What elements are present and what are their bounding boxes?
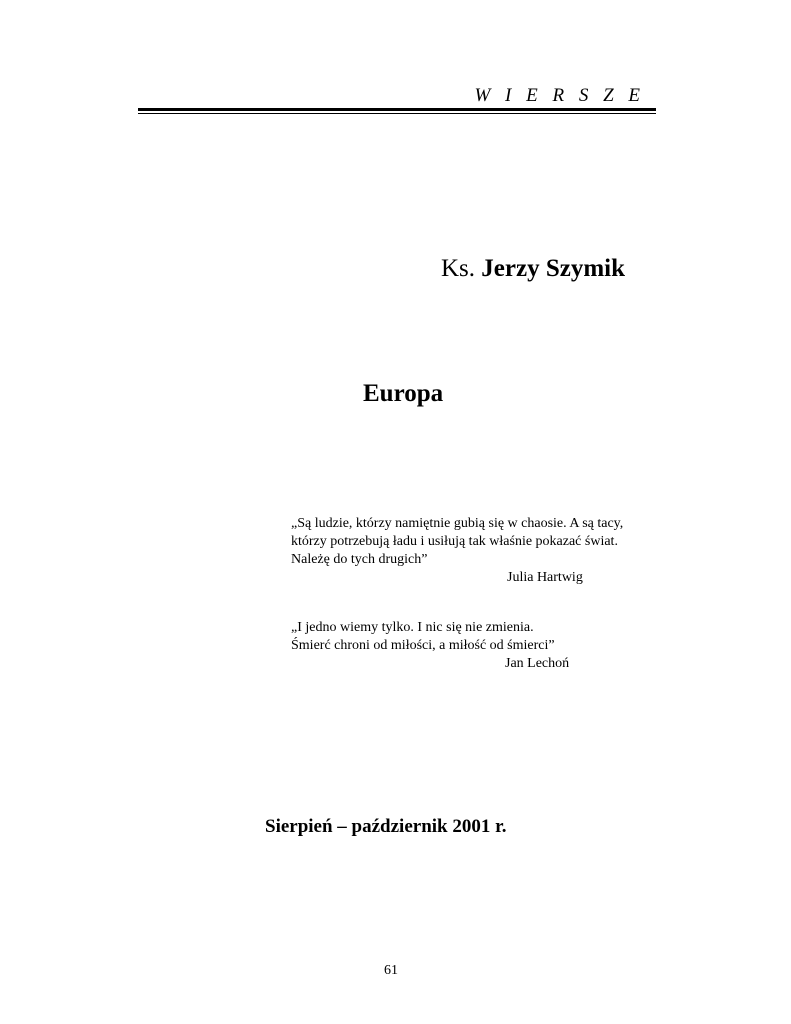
motto-line: „I jedno wiemy tylko. I nic się nie zmienia. — [291, 620, 534, 635]
header-rule-thin — [138, 113, 656, 114]
motto-line: Śmierć chroni od miłości, a miłość od śmierci” — [291, 638, 555, 653]
motto-line: którzy potrzebują ładu i usiłują tak właśnie pokazać świat. — [291, 534, 618, 549]
page-number: 61 — [384, 963, 398, 978]
author-name: Jerzy Szymik — [481, 255, 626, 282]
header-rule-thick — [138, 108, 656, 111]
motto — [291, 619, 569, 673]
author-prefix: Ks. — [441, 255, 476, 282]
motto-line: Należę do tych drugich” — [291, 552, 428, 567]
motto-author: Jan Lechoń — [505, 656, 570, 671]
motto-line: „Są ludzie, którzy namiętnie gubią się w chaosie. A są tacy, — [291, 516, 624, 531]
section-label: W I E R S Z E — [474, 85, 645, 106]
poem-title: Europa — [363, 380, 444, 407]
date-line: Sierpień – październik 2001 r. — [265, 816, 507, 837]
motto-author: Julia Hartwig — [507, 570, 583, 585]
motto — [291, 515, 623, 587]
author — [441, 254, 625, 284]
